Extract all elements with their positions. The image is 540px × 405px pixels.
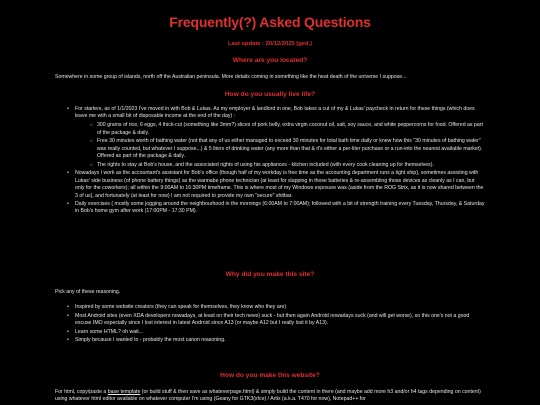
- list-item: ○ The rights to stay at Bob's house, and the associated rights of using his appliances - kitchen included (with every cook cleaning up for themselves).: [97, 162, 485, 169]
- life-item-text: For starters, as of 1/1/2023 I've moved in with Bob & Lukas. As my employer & landlord in one, Bob takes a cut of my & Lukas' paycheck in return for these things (which does leave me with a small bit of disposable income at the end of the day) :: [75, 106, 475, 120]
- heading-why: Why did you make this site?: [225, 271, 315, 278]
- life-list: [75, 106, 485, 217]
- why-intro: Pick any of these reasoning.: [55, 289, 121, 295]
- list-item: • Simply because I wanted to - probably the most canon reasoning.: [75, 337, 485, 344]
- heading-where: Where are you located?: [232, 57, 308, 64]
- list-item: • Learn some HTML? oh wait...: [75, 329, 485, 336]
- heading-life: How do you usually live life?: [224, 91, 316, 98]
- list-item: [75, 106, 485, 169]
- last-update: Last update : 20/12/2025 (ged.): [227, 41, 313, 47]
- why-list: [75, 304, 485, 346]
- list-item: [75, 170, 485, 200]
- page-title: Frequently(?) Asked Questions: [169, 14, 371, 30]
- where-text: Somewhere in some group of islands, north off the Australian peninsula. More details coming in something like the heat death of the universe I suppose...: [55, 74, 407, 80]
- list-item: ○ Free 30 minutes worth of bathing water (not that any of us either managed to exceed 30 minutes for total bath time daily or knew how this "30 minutes of bathing water" was really counted, but whatever I suppose...) & 5 liters of drinking water (any more than that & it's either a per-liter purchase or a run-into the nearest available market). Offered as part of the package & daily.: [97, 138, 485, 160]
- base-template-link[interactable]: base template: [107, 389, 141, 395]
- life-sub-list: [75, 122, 485, 169]
- life-item-text: Nowadays I work as the accountant's assistant for Bob's office (though half of my workday is free time as the accounting department runs a tight ship), sometimes assisting with Lukas' side business (of phone battery things) as the wannabe phone technician (at least for slapping in those batteries & re-assembling those devices as cleanly as I can, but only for the coworkers); all within the 9:00AM to 16:30PM timeframe. This is where most of my Windows exposure was (aside from the ROG Strix, as it is now shared between the 3 of us), and fortunately (at least for now) I am not required to provide my own "secure" shitbar.: [75, 170, 484, 199]
- life-item-text: Daily exercises ( mostly some jogging around the neighbourhood in the mornings (6:00AM to 7:00AM); followed with a bit of strength training every Tuesday, Thursday, & Saturday in Bob's home gym after work (17:00PM - 17:30 PM).: [75, 201, 485, 215]
- list-item: • Most Android sites (even XDA developers nowadays, at least on their tech news) suck - but then again Android nowadays suck (and will get worse), so this one's not a good excuse IMO especially since I lost interest in latest Android since A13 (or maybe A12 but I really lost it by A13).: [75, 313, 485, 328]
- list-item: ○ 300 grams of rice, 6 eggs, 4 thick-cut (something like 3mm?) slices of pork belly, extra virgin coconut oil, salt, soy sauce, and white peppercorns for food. Offered as part of the package & daily.: [97, 122, 485, 137]
- how-text-after: (or build stuff & then save as whateverpage.html) & simply build the content in there (and maybe add more h3 and/or h4 tags depending on content) using whatever html editor available on whatever computer I'm using (Geany for GTK3(xfce) / Artix (a.k.a. T470 for now), Notepad++ for: [55, 389, 481, 403]
- heading-how: How do you make this website?: [220, 372, 320, 379]
- list-item: • Inspired by some website creators (they can speak for themselves, they know who they are): [75, 304, 485, 311]
- how-text-before: For html, copy/paste a: [55, 389, 108, 395]
- how-text: [55, 389, 485, 404]
- list-item: [75, 201, 485, 216]
